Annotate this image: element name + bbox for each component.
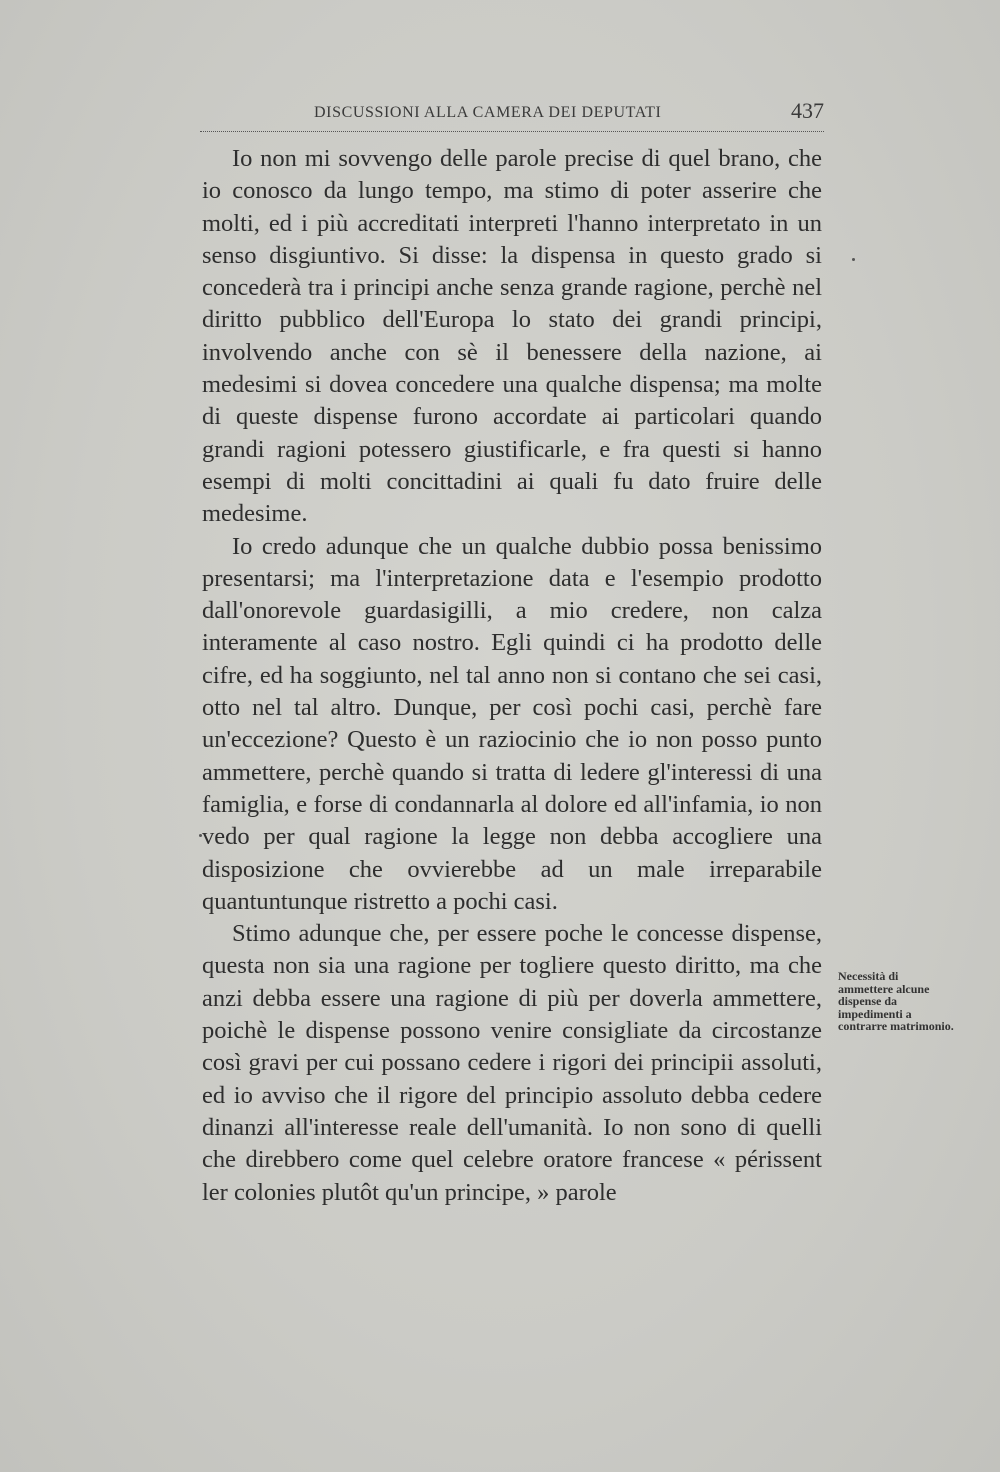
body-text <box>202 143 822 1209</box>
margin-note: Necessità di ammettere alcune dispense da impedimenti a contrarre matrimonio. <box>838 969 954 1034</box>
print-speck <box>852 258 855 261</box>
header-dotted-rule <box>200 131 824 132</box>
running-head-title: DISCUSSIONI ALLA CAMERA DEI DEPUTATI <box>314 104 662 121</box>
page-number: 437 <box>791 98 824 123</box>
running-head <box>200 98 824 132</box>
paragraph-1: Io non mi sovvengo delle parole precise di quel brano, che io conosco da lungo tempo, ma stimo di poter asserire che molti, ed i più accreditati interpreti l'hanno interpretato in un senso disgiuntivo. Si disse: la dispensa in questo grado si concederà tra i principi anche senza grande ragione, perchè nel diritto pubblico dell'Europa lo stato dei grandi principi, involvendo anche con sè il benessere della nazione, ai medesimi si dovea concedere una qualche dispensa; ma molte di queste dispense furono accordate ai particolari quando grandi ragioni potessero giustificarle, e fra questi si hanno esempi di molti concittadini ai quali fu dato fruire delle medesime. <box>202 145 822 528</box>
paragraph-2: Io credo adunque che un qualche dubbio possa benissimo presentarsi; ma l'interpretazione data e l'esempio prodotto dall'onorevole guardasigilli, a mio credere, non calza interamente al caso nostro. Egli quindi ci ha prodotto delle cifre, ed ha soggiunto, nel tal anno non si contano che sei casi, otto nel tal altro. Dunque, per così pochi casi, perchè fare un'eccezione? Questo è un raziocinio che io non posso punto ammettere, perchè quando si tratta di ledere gl'interessi di una famiglia, e forse di condannarla al dolore ed all'infamia, io non vedo per qual ragione la legge non debba accogliere una disposizione che ovvierebbe ad un male irreparabile quantuntunque ristretto a pochi casi. <box>202 532 822 915</box>
print-speck <box>199 834 202 837</box>
paragraph-3: Stimo adunque che, per essere poche le concesse dispense, questa non sia una ragione per togliere questo diritto, ma che anzi debba essere una ragione di più per doverla ammettere, poichè le dispense possono venire consigliate da circostanze così gravi per cui possano cedere i rigori dei principii assoluti, ed io avviso che il rigore del principio assoluto debba cedere dinanzi all'interesse reale dell'umanità. Io non sono di quelli che direbbero come quel celebre oratore francese « périssent ler colonies plutôt qu'un principe, » parole <box>202 920 822 1206</box>
